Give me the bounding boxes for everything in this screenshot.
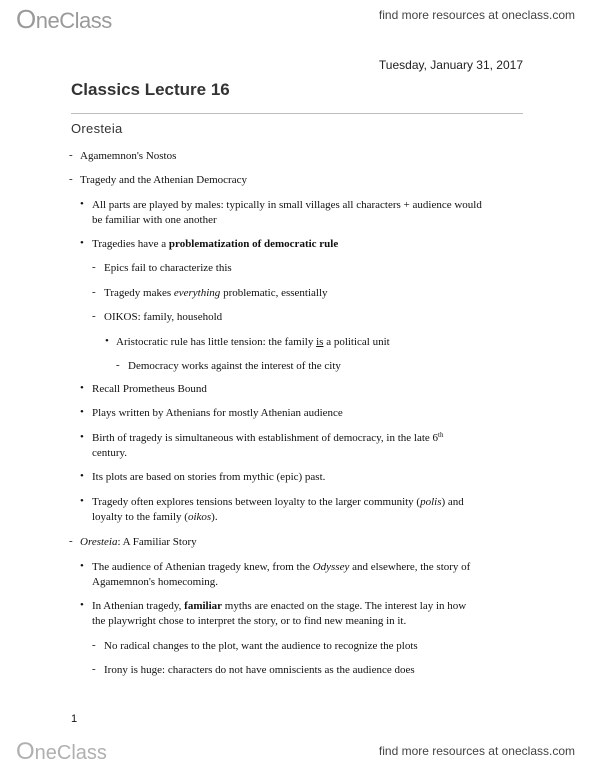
- outline-item: Tragedy and the Athenian Democracy: [80, 174, 247, 186]
- bullet-marker: •: [80, 406, 84, 418]
- bullet-marker: •: [80, 431, 84, 443]
- bullet-marker: •: [80, 198, 84, 210]
- outline-item: Plays written by Athenians for mostly Athenian audience: [92, 407, 343, 419]
- bullet-marker: •: [80, 382, 84, 394]
- dash-marker: -: [69, 149, 73, 161]
- outline-item: Agamemnon's Nostos: [80, 150, 177, 162]
- outline-item: Tragedies have a problematization of democratic rule: [92, 238, 339, 250]
- bold-term: problematization of democratic rule: [168, 238, 339, 250]
- outline-item: OIKOS: family, household: [104, 311, 223, 323]
- outline-item-continued: be familiar with one another: [92, 214, 217, 226]
- outline-item: Tragedy often explores tensions between loyalty to the larger community (polis) and: [92, 496, 464, 508]
- outline-item: All parts are played by males: typically in small villages all characters + audience would: [92, 199, 482, 211]
- oneclass-logo[interactable]: OneClass: [16, 4, 112, 34]
- bullet-marker: •: [105, 335, 109, 347]
- bullet-marker: •: [80, 470, 84, 482]
- outline-item: Epics fail to characterize this: [104, 262, 232, 274]
- dash-marker: -: [92, 286, 96, 298]
- dash-marker: -: [92, 261, 96, 273]
- bullet-marker: •: [80, 495, 84, 507]
- outline-item-continued: the playwright chose to interpret the story, or to find new meaning in it.: [92, 615, 407, 627]
- outline-item: Tragedy makes everything problematic, essentially: [104, 287, 328, 299]
- dash-marker: -: [69, 535, 73, 547]
- dash-marker: -: [92, 310, 96, 322]
- outline-item: Birth of tragedy is simultaneous with establishment of democracy, in the late 6th: [92, 431, 444, 444]
- outline-item: Its plots are based on stories from mythic (epic) past.: [92, 471, 326, 483]
- bullet-marker: •: [80, 599, 84, 611]
- dash-marker: -: [69, 173, 73, 185]
- outline-item: Aristocratic rule has little tension: the family is a political unit: [116, 336, 390, 348]
- title-divider: [71, 113, 523, 114]
- bullet-marker: •: [80, 237, 84, 249]
- outline-item: Recall Prometheus Bound: [92, 383, 207, 395]
- outline-item: No radical changes to the plot, want the audience to recognize the plots: [104, 640, 418, 652]
- footer-resources-link[interactable]: find more resources at oneclass.com: [378, 744, 575, 758]
- header-resources-link[interactable]: find more resources at oneclass.com: [378, 8, 575, 22]
- dash-marker: -: [92, 663, 96, 675]
- outline-item: Oresteia: A Familiar Story: [80, 536, 197, 548]
- bold-term: familiar: [184, 600, 223, 612]
- section-heading: Oresteia: [71, 121, 123, 136]
- outline-item-continued: loyalty to the family (oikos).: [92, 511, 218, 523]
- outline-item: Democracy works against the interest of the city: [128, 360, 341, 372]
- lecture-date: Tuesday, January 31, 2017: [378, 58, 523, 72]
- bullet-marker: •: [80, 560, 84, 572]
- footer-oneclass-logo[interactable]: OneClass: [16, 738, 107, 765]
- outline-item: In Athenian tragedy, familiar myths are enacted on the stage. The interest lay in how: [92, 600, 467, 612]
- dash-marker: -: [92, 639, 96, 651]
- outline-item-continued: Agamemnon's homecoming.: [92, 576, 219, 588]
- outline-item: Irony is huge: characters do not have omniscients as the audience does: [104, 664, 415, 676]
- outline-item: The audience of Athenian tragedy knew, from the Odyssey and elsewhere, the story of: [92, 561, 471, 573]
- page-number: 1: [71, 713, 78, 725]
- page-title: Classics Lecture 16: [71, 80, 230, 99]
- outline-item-continued: century.: [92, 447, 128, 459]
- dash-marker: -: [116, 359, 120, 371]
